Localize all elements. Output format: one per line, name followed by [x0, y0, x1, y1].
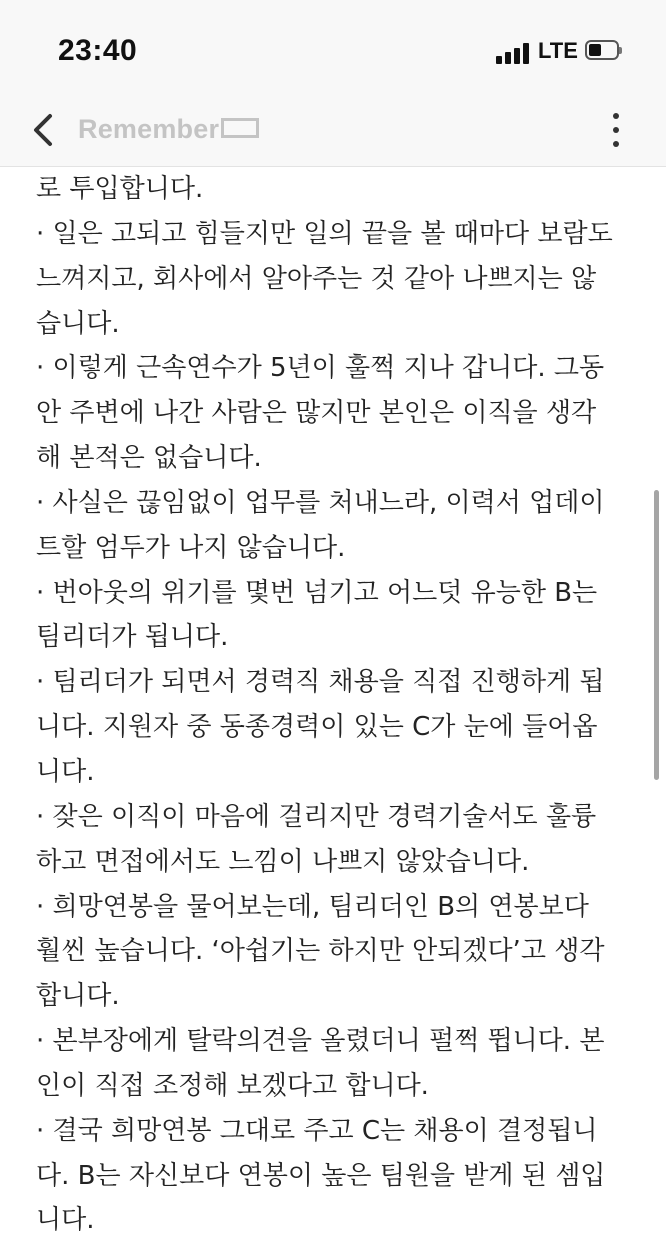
article-line: · 번아웃의 위기를 몇번 넘기고 어느덧 유능한 B는: [36, 577, 598, 608]
cellular-signal-icon: [496, 42, 536, 64]
logo-text: Remember: [78, 114, 220, 144]
article-line: · 본부장에게 탈락의견을 올렸더니 펄쩍 뜁니다. 본: [36, 1026, 605, 1057]
back-button[interactable]: [28, 108, 64, 152]
article-line: · 결국 희망연봉 그대로 주고 C는 채용이 결정됩니: [36, 1115, 598, 1146]
article-line: · 잦은 이직이 마음에 걸리지만 경력기술서도 훌륭: [36, 801, 597, 832]
network-type: LTE: [538, 38, 578, 63]
article-line: · 희망연봉을 물어보는데, 팀리더인 B의 연봉보다: [36, 891, 589, 922]
status-time: 23:40: [58, 34, 138, 67]
article-line: 다. B는 자신보다 연봉이 높은 팀원을 받게 된 셈입: [36, 1160, 606, 1191]
article-line: 합니다.: [36, 981, 120, 1012]
app-logo: [78, 113, 259, 145]
more-menu-button[interactable]: [606, 110, 626, 150]
article-line: 해 본적은 없습니다.: [36, 443, 262, 474]
article-line: · 일은 고되고 힘들지만 일의 끝을 볼 때마다 보람도: [36, 218, 613, 249]
article-line: 로 투입합니다.: [36, 174, 204, 204]
article-line: 니다. 지원자 중 동종경력이 있는 C가 눈에 들어옵: [36, 712, 598, 743]
article-line: 하고 면접에서도 느낌이 나쁘지 않았습니다.: [36, 846, 530, 877]
more-vertical-icon: [613, 113, 619, 119]
article-line: · 이렇게 근속연수가 5년이 훌쩍 지나 갑니다. 그동: [36, 353, 605, 384]
article-line: 습니다.: [36, 308, 120, 339]
battery-icon: [585, 40, 623, 62]
article-line: 훨씬 높습니다. ‘아쉽기는 하지만 안되겠다’고 생각: [36, 936, 605, 967]
article-line: · 사실은 끊임없이 업무를 처내느라, 이력서 업데이: [36, 487, 605, 518]
article-line: · 팀리더가 되면서 경력직 채용을 직접 진행하게 됩: [36, 667, 605, 698]
article-line: 안 주변에 나간 사람은 많지만 본인은 이직을 생각: [36, 398, 597, 429]
logo-mark-icon: [221, 118, 259, 138]
app-header: [0, 100, 666, 167]
scrollbar[interactable]: [654, 490, 659, 780]
article-line: 니다.: [36, 756, 95, 787]
chevron-left-icon: [28, 108, 64, 152]
article-line: 느껴지고, 회사에서 알아주는 것 같아 나쁘지는 않: [36, 263, 597, 294]
article-body: [36, 167, 636, 1243]
status-bar: [0, 0, 666, 100]
article-content[interactable]: [0, 167, 666, 1236]
article-line: 팀리더가 됩니다.: [36, 622, 229, 653]
article-line: 인이 직접 조정해 보겠다고 합니다.: [36, 1070, 429, 1101]
article-line: 트할 엄두가 나지 않습니다.: [36, 532, 346, 563]
article-line: 니다.: [36, 1205, 95, 1236]
